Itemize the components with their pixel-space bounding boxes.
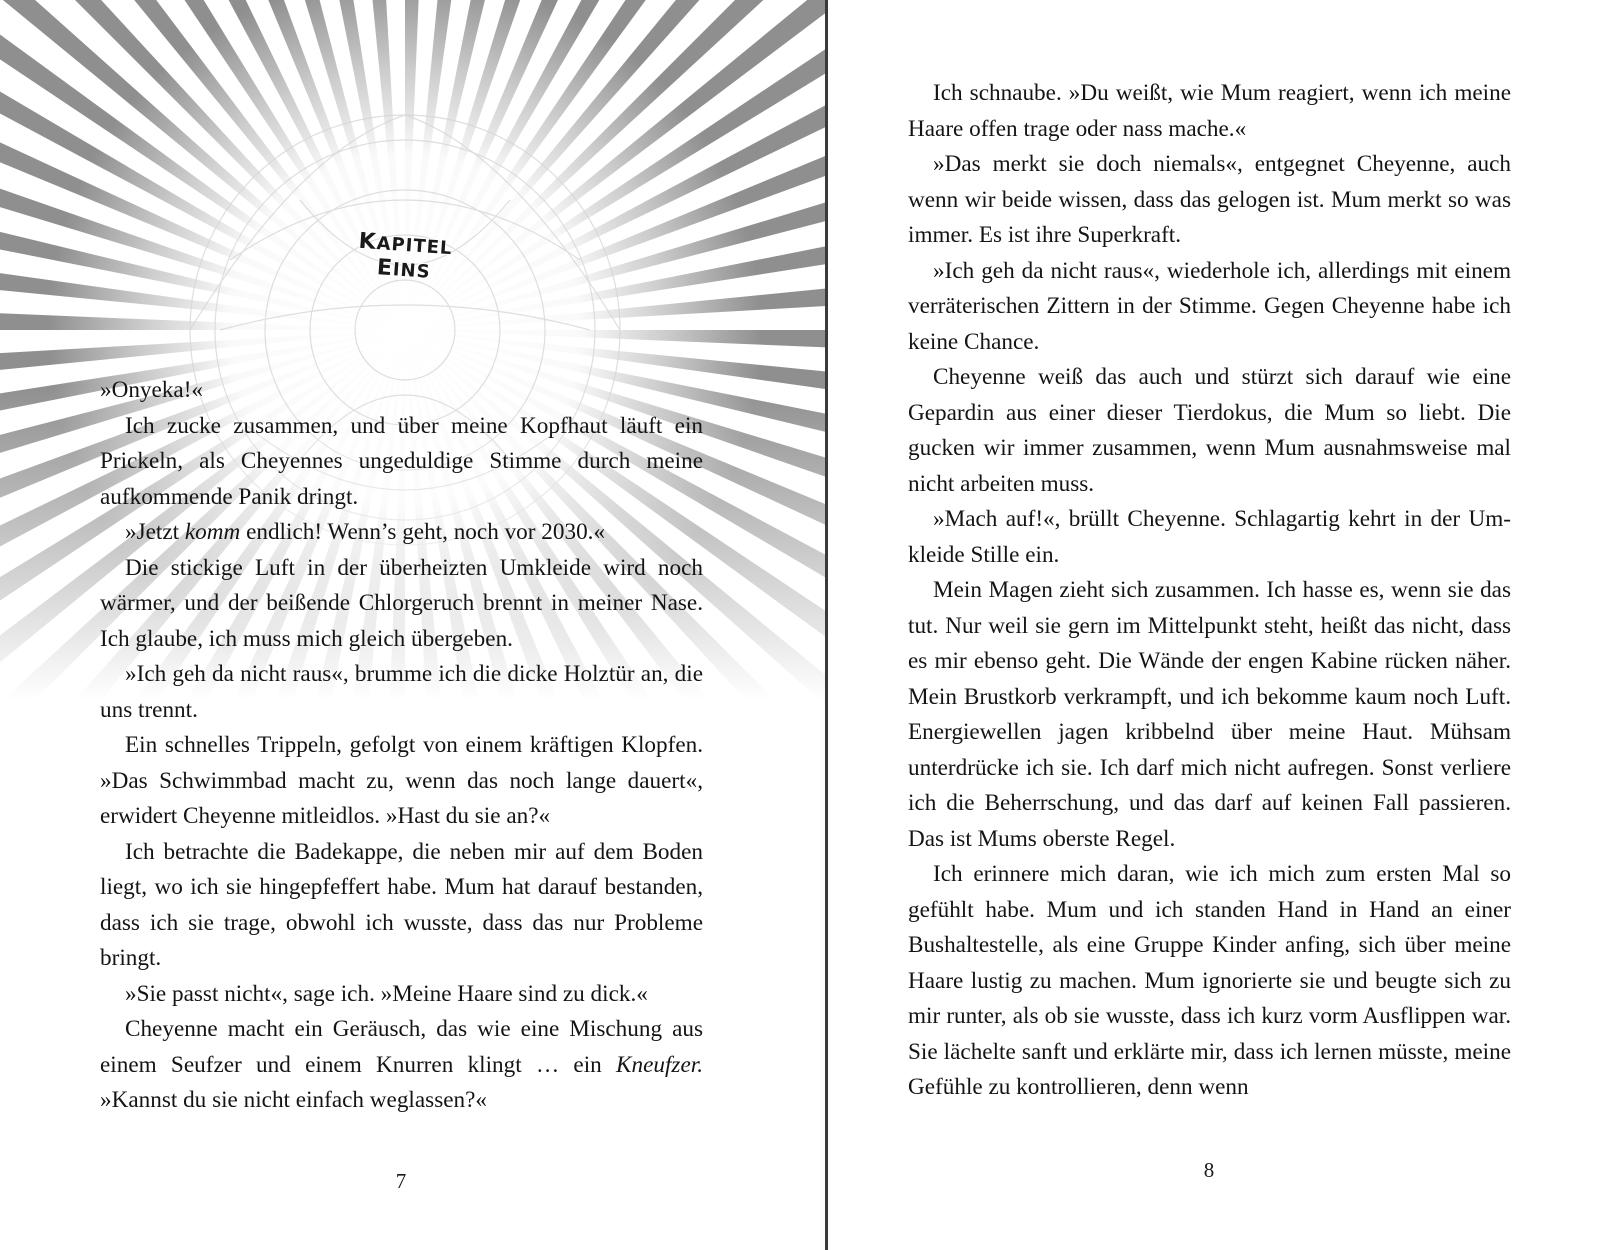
- right-page-body-text: [908, 76, 1511, 1106]
- text-run: Die stickige Luft in der überheizten Umkleide wird noch wärmer, und der beißende Chlorgeruch brennt in meiner Nase. Ich glaube, ich muss mich gleich übergeben.: [100, 554, 703, 652]
- text-run: endlich! Wenn’s geht, noch vor 2030.«: [240, 519, 606, 545]
- text-run: »Ich geh da nicht raus«, wiederhole ich, allerdings mit einem verräterischen Zittern in der Stimme. Gegen Cheyenne habe ich keine Chance.: [908, 257, 1511, 355]
- italic-text: komm: [184, 519, 241, 545]
- paragraph: [100, 373, 703, 409]
- italic-text: Kneufzer.: [616, 1051, 703, 1078]
- chapter-title: KAPITEL EINS: [357, 228, 454, 283]
- text-run: »Onyeka!«: [100, 377, 204, 403]
- text-run: Ich betrachte die Badekappe, die neben mir auf dem Boden liegt, wo ich sie hingepfeffert habe. Mum hat darauf bestanden, dass ich sie trage, obwohl ich wusste, dass das nur Probleme bringt.: [100, 838, 703, 971]
- paragraph: [908, 147, 1511, 254]
- text-run: Ein schnelles Trippeln, gefolgt von einem kräftigen Klopfen. »Das Schwimmbad macht zu, wenn das noch lange dauert«, erwidert Cheyenne mitleidlos. »Hast du sie an?«: [100, 732, 703, 829]
- paragraph: [908, 573, 1511, 857]
- text-run: »Jetzt: [125, 519, 185, 545]
- text-run: »Kannst du sie nicht einfach weglassen?«: [100, 1087, 487, 1113]
- paragraph: [908, 857, 1511, 1106]
- book-spine: [825, 0, 828, 1250]
- page-number-left: 7: [395, 1169, 407, 1193]
- text-run: Cheyenne weiß das auch und stürzt sich darauf wie eine Gepardin aus einer dieser Tierdokus, die Mum so liebt. Die gucken wir immer zusammen, wenn Mum ausnahmsweise mal nicht arbeiten muss.: [908, 364, 1511, 497]
- paragraph: [100, 977, 703, 1013]
- paragraph: [100, 1012, 703, 1119]
- paragraph: [908, 360, 1511, 502]
- paragraph: [100, 551, 703, 658]
- paragraph: [908, 76, 1511, 147]
- text-run: »Das merkt sie doch niemals«, entgegnet Cheyenne, auch wenn wir beide wissen, dass das gelogen ist. Mum merkt so was immer. Es ist ihre Superkraft.: [908, 151, 1511, 248]
- text-run: Cheyenne macht ein Geräusch, das wie eine Mischung aus einem Seufzer und einem Knurren klingt … ein: [100, 1016, 703, 1078]
- left-page-body-text: [100, 373, 703, 1119]
- paragraph: [100, 728, 703, 835]
- paragraph: [100, 835, 703, 977]
- paragraph: [100, 515, 703, 551]
- text-run: Ich zucke zusammen, und über meine Kopfhaut läuft ein Prickeln, als Cheyennes ungeduldige Stimme durch meine aufkommende Panik dringt.: [100, 412, 703, 510]
- page-number-right: 8: [1203, 1158, 1215, 1182]
- paragraph: [100, 409, 703, 516]
- text-run: Ich erinnere mich daran, wie ich mich zum ersten Mal so gefühlt habe. Mum und ich standen Hand in Hand an einer Bushaltestelle, als eine Gruppe Kinder anfing, sich über meine Haare lustig zu machen. Mum ignorierte sie und beugte sich zu mir runter, als ob sie wusste, dass ich kurz vorm Ausflippen war. Sie lächelte sanft und erklärte mir, dass ich lernen müsste, meine Gefühle zu kontrollieren, denn wenn: [908, 861, 1511, 1100]
- paragraph: [908, 254, 1511, 361]
- text-run: »Ich geh da nicht raus«, brumme ich die dicke Holztür an, die uns trennt.: [100, 661, 703, 723]
- text-run: Ich schnaube. »Du weißt, wie Mum reagiert, wenn ich meine Haare offen trage oder nass mache.«: [908, 80, 1511, 142]
- paragraph: [908, 502, 1511, 573]
- text-run: »Sie passt nicht«, sage ich. »Meine Haare sind zu dick.«: [125, 980, 648, 1007]
- paragraph: [100, 657, 703, 728]
- text-run: Mein Magen zieht sich zusammen. Ich hasse es, wenn sie das tut. Nur weil sie gern im Mittelpunkt steht, heißt das nicht, dass es mir ebenso geht. Die Wände der engen Kabine rücken näher. Mein Brustkorb verkrampft, und ich bekomme kaum noch Luft. Energiewellen jagen kribbelnd über meine Haut. Mühsam unterdrücke ich sie. Ich darf mich nicht aufregen. Sonst verliere ich die Beherrschung, und das darf auf keinen Fall passieren. Das ist Mums oberste Regel.: [908, 577, 1511, 852]
- text-run: »Mach auf!«, brüllt Cheyenne. Schlagartig kehrt in der Umkleide Stille ein.: [908, 506, 1511, 568]
